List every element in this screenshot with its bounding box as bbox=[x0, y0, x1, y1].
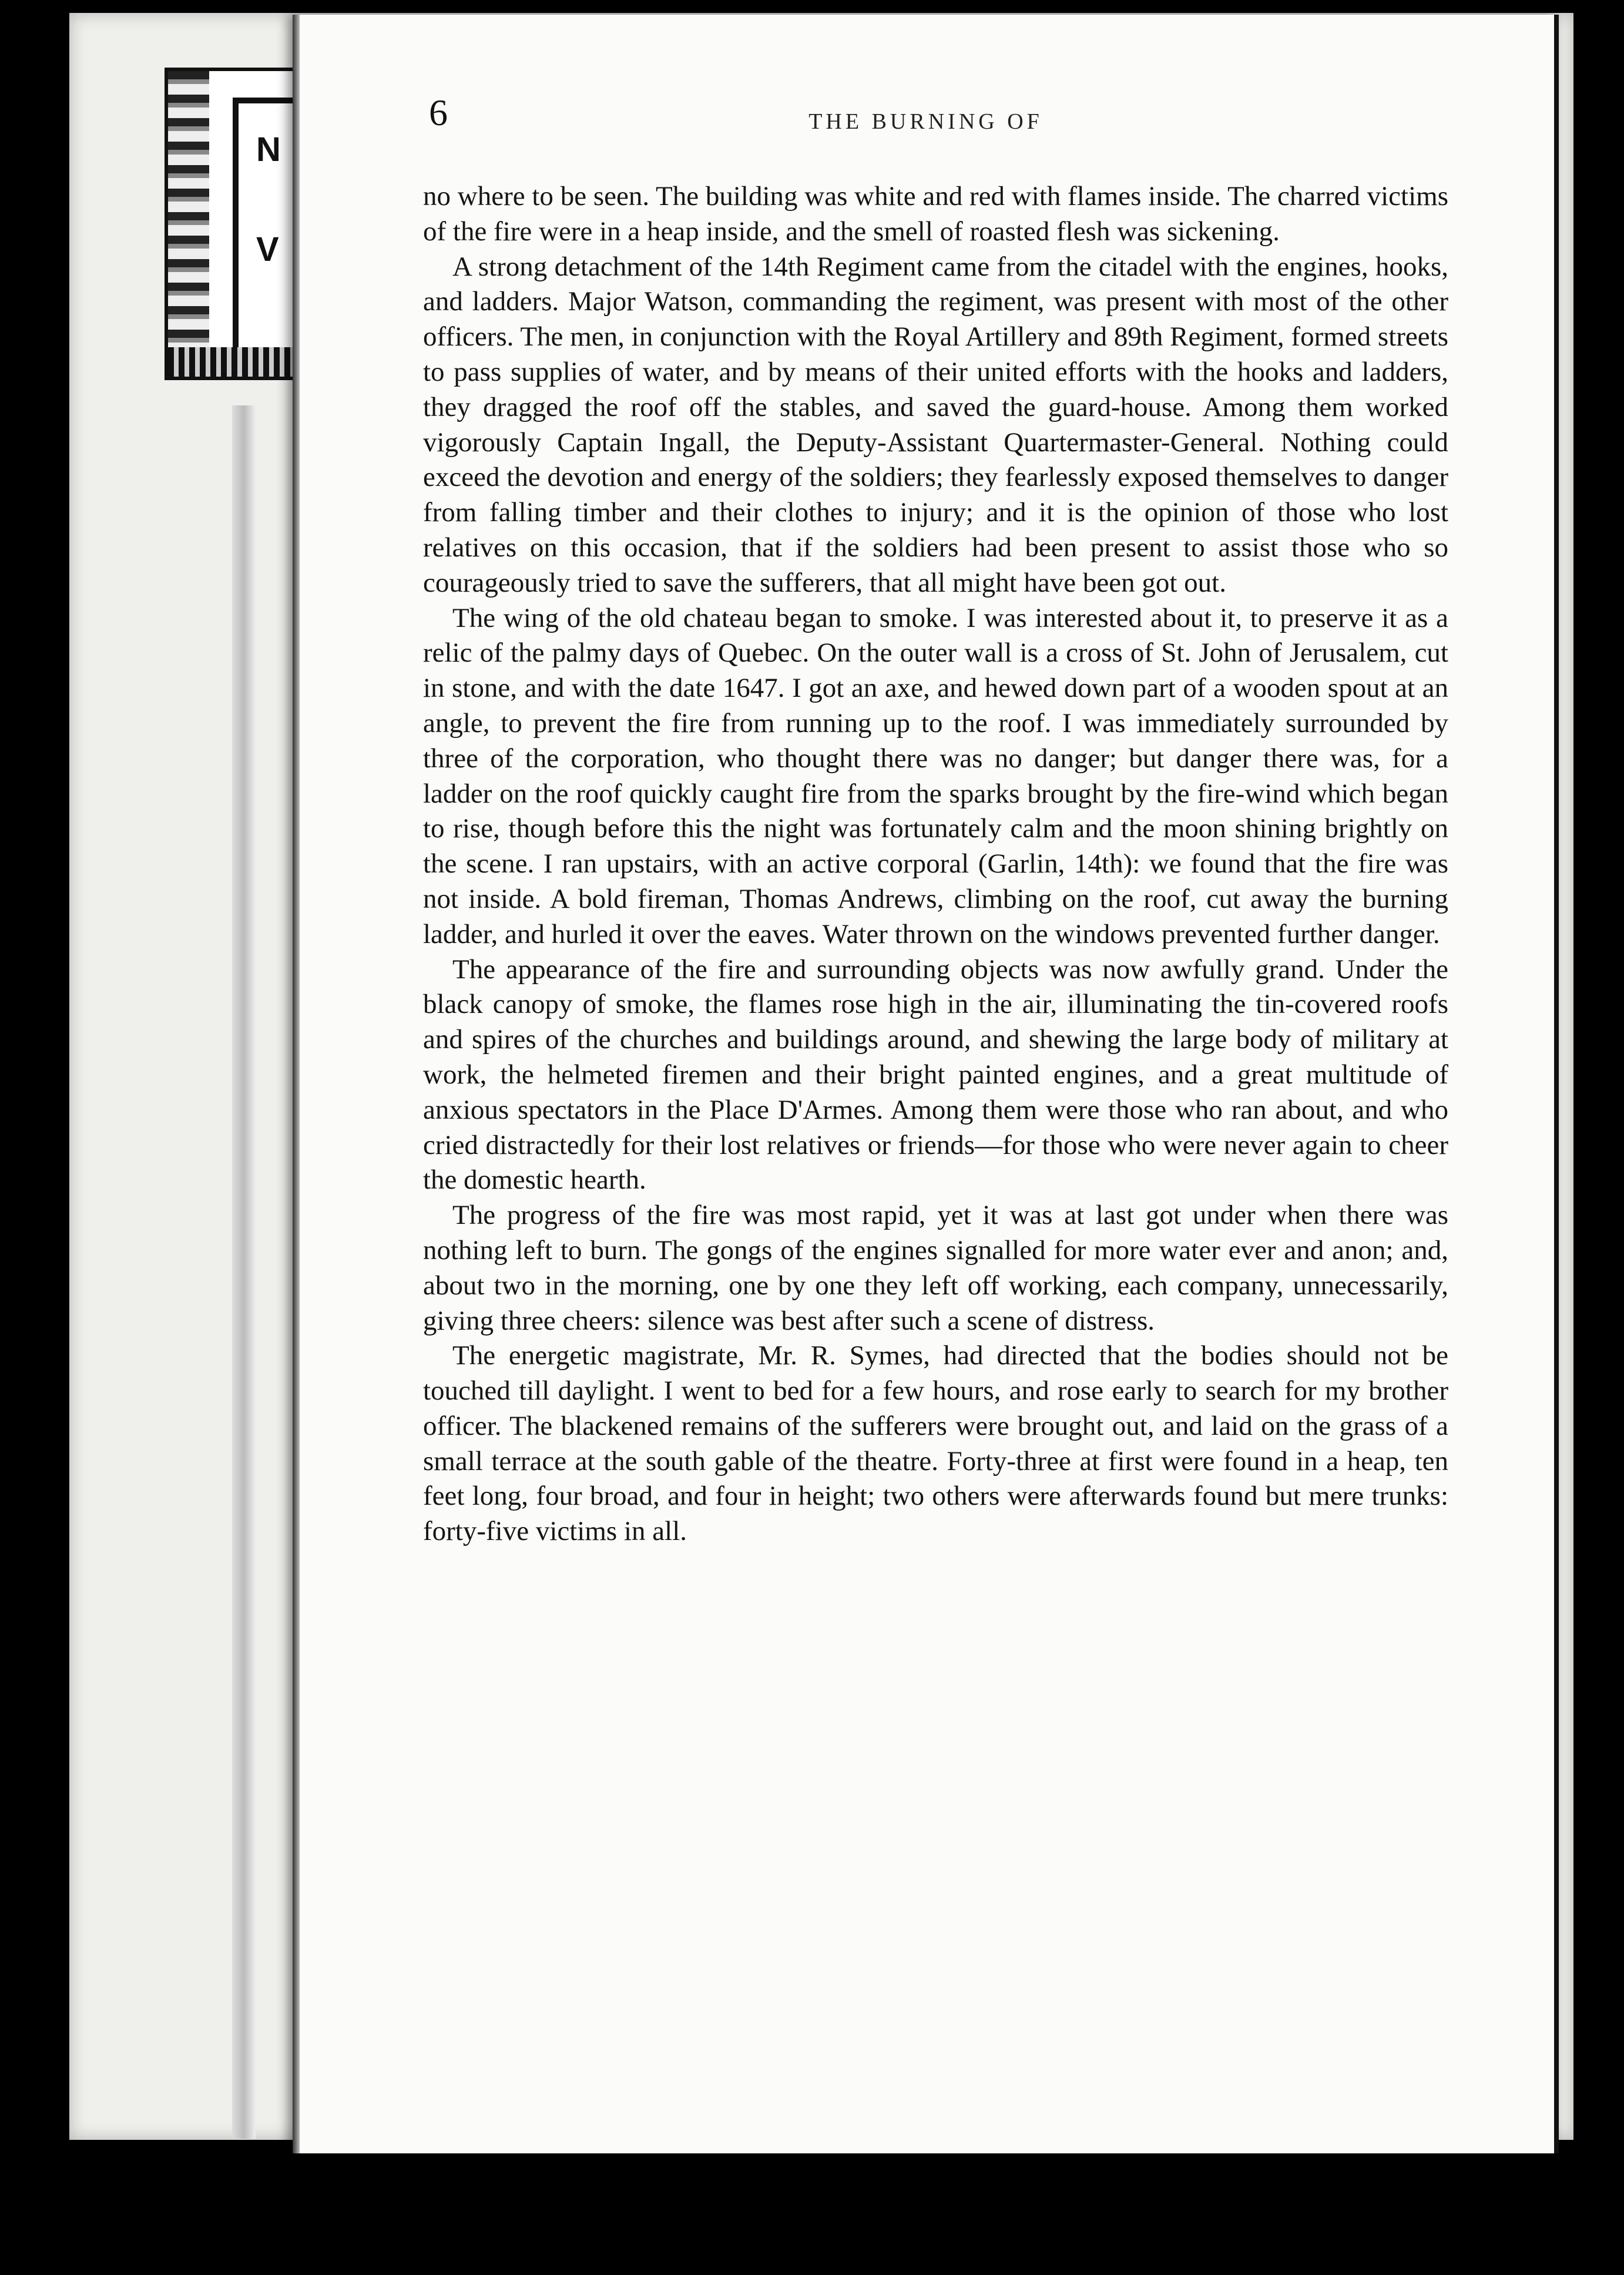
page-left-edge bbox=[293, 15, 300, 2153]
ornament-spine bbox=[168, 71, 209, 377]
body-text bbox=[423, 179, 1448, 1549]
ornament-scroll bbox=[168, 347, 309, 377]
paragraph: A strong detachment of the 14th Regiment came from the citadel with the engines, hooks, and ladders. Major Watson, commanding the regiment, was present with most of the other officers. The men, in conjunction with the Royal Artillery and 89th Regiment, formed streets to pass supplies of water, and by means of their united efforts with the hooks and ladders, they dragged the roof off the stables, and saved the guard-house. Among them worked vigorously Captain Ingall, the Deputy-Assistant Quartermaster-General. Nothing could exceed the devotion and energy of the soldiers; they fearlessly exposed themselves to danger from falling timber and their clothes to injury; and it is the opinion of those who lost relatives on this occasion, that if the soldiers had been present to assist those who so courageously tried to save the sufferers, that all might have been got out. bbox=[423, 251, 1448, 598]
paragraph: The appearance of the fire and surrounding objects was now awfully grand. Under the black canopy of smoke, the flames rose high in the air, illuminating the tin-covered roofs and spires of the churches and buildings around, and shewing the large body of military at work, the helmeted firemen and their bright painted engines, and a great multitude of anxious spectators in the Place D'Armes. Among them were those who ran about, and who cried distractedly for their lost relatives or friends—for those who were never again to cheer the domestic hearth. bbox=[423, 954, 1448, 1196]
previous-page-ornament-fragment bbox=[165, 68, 313, 380]
paragraph: The energetic magistrate, Mr. R. Symes, had directed that the bodies should not be touched till daylight. I went to bed for a few hours, and rose early to search for my brother officer. The blackened remains of the sufferers were brought out, and laid on the grass of a small terrace at the south gable of the theatre. Forty-three at first were found in a heap, ten feet long, four broad, and four in height; two others were afterwards found but mere trunks: forty-five victims in all. bbox=[423, 1340, 1448, 1547]
paragraph: no where to be seen. The building was white and red with flames inside. The charred victims of the fire were in a heap inside, and the smell of roasted flesh was sickening. bbox=[423, 181, 1448, 247]
book-page bbox=[293, 15, 1559, 2153]
paragraph: The wing of the old chateau began to smoke. I was interested about it, to preserve it as a relic of the palmy days of Quebec. On the outer wall is a cross of St. John of Jerusalem, cut in stone, and with the date 1647. I got an axe, and hewed down part of a wooden spout at an angle, to prevent the fire from running up to the roof. I was immediately surrounded by three of the corporation, who thought there was no danger; but danger there was, for a ladder on the roof quickly caught fire from the sparks brought by the fire-wind which began to rise, though before this the night was fortunately calm and the moon shining brightly on the scene. I ran upstairs, with an active corporal (Garlin, 14th): we found that the fire was not inside. A bold fireman, Thomas Andrews, climbing on the roof, cut away the burning ladder, and hurled it over the eaves. Water thrown on the windows prevented further danger. bbox=[423, 602, 1448, 949]
fragment-letter-n: N bbox=[256, 130, 281, 169]
page-number: 6 bbox=[429, 92, 448, 133]
fragment-letter-v: V bbox=[256, 230, 279, 269]
paragraph: The progress of the fire was most rapid, yet it was at last got under when there was nothing left to burn. The gongs of the engines signalled for more water ever and anon; and, about two in the morning, one by one they left off working, each company, unnecessarily, giving three cheers: silence was best after such a scene of distress. bbox=[423, 1200, 1448, 1336]
page-right-edge-rule bbox=[1554, 15, 1559, 2153]
running-head: THE BURNING OF bbox=[808, 109, 1043, 134]
page-gutter bbox=[232, 405, 256, 2139]
